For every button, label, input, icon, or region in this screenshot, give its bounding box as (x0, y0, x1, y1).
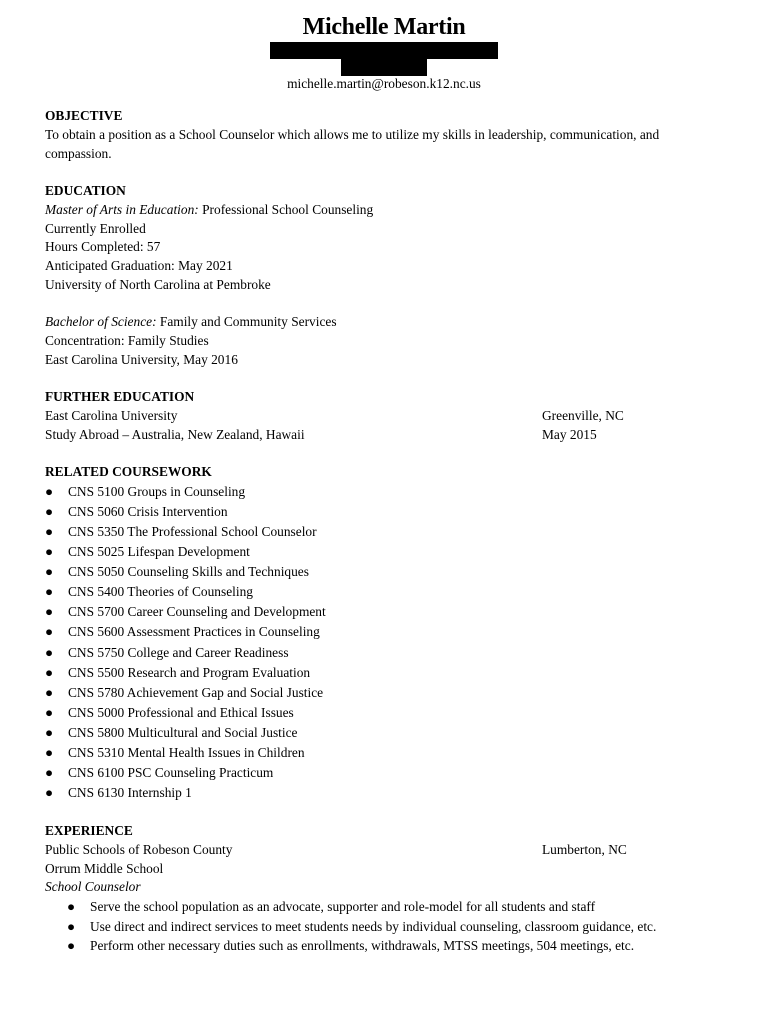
bullet-icon: ● (67, 918, 76, 934)
employer-location: Lumberton, NC (542, 841, 627, 857)
objective-section (45, 107, 725, 163)
date: May 2015 (542, 426, 597, 442)
bullet-icon: ● (45, 745, 54, 761)
bullet-icon: ● (45, 544, 54, 560)
list-item (45, 683, 725, 703)
bullet-icon: ● (67, 899, 76, 915)
list-item-text: CNS 5000 Professional and Ethical Issues (68, 704, 294, 720)
employer-row (45, 841, 725, 860)
experience-section (45, 822, 725, 956)
list-item-text: CNS 5060 Crisis Intervention (68, 503, 228, 519)
list-item (45, 643, 725, 663)
bullet-icon: ● (45, 584, 54, 600)
school-name: Orrum Middle School (45, 860, 164, 876)
coursework-section (45, 463, 725, 803)
bullet-icon: ● (45, 604, 54, 620)
further-education-section (45, 388, 725, 444)
list-item-text: CNS 5500 Research and Program Evaluation (68, 664, 311, 680)
further-education-row (45, 426, 725, 445)
location: Greenville, NC (542, 407, 624, 423)
list-item-text: Serve the school population as an advocate, supporter and role-model for all students and staff (90, 899, 596, 915)
employer: Public Schools of Robeson County (45, 841, 233, 857)
list-item (45, 602, 725, 622)
list-item-text: Perform other necessary duties such as enrollments, withdrawals, MTSS meetings, 504 meetings, etc. (90, 938, 635, 954)
bullet-icon: ● (45, 644, 54, 660)
list-item-text: CNS 6130 Internship 1 (68, 785, 192, 801)
coursework-list (45, 482, 725, 804)
list-item (45, 582, 725, 602)
duties-list (45, 897, 725, 956)
list-item-text: Use direct and indirect services to meet students needs by individual counseling, classroom guidance, etc. (90, 918, 657, 934)
bullet-icon: ● (45, 503, 54, 519)
bullet-icon: ● (45, 564, 54, 580)
list-item (45, 622, 725, 642)
list-item-text: CNS 5780 Achievement Gap and Social Justice (68, 684, 324, 700)
bullet-icon: ● (45, 523, 54, 539)
bullet-icon: ● (45, 785, 54, 801)
bullet-icon: ● (45, 624, 54, 640)
education-section (45, 182, 725, 295)
further-education-row (45, 407, 725, 426)
list-item-text: CNS 5025 Lifespan Development (68, 544, 250, 560)
objective-line: To obtain a position as a School Counselor which allows me to utilize my skills in leadership, communication, and (45, 126, 660, 142)
list-item-text: CNS 5700 Career Counseling and Development (68, 604, 326, 620)
list-item (45, 783, 725, 803)
education-heading: EDUCATION (45, 183, 126, 198)
list-item (45, 723, 725, 743)
education-line: East Carolina University, May 2016 (45, 351, 238, 367)
education-line: Anticipated Graduation: May 2021 (45, 258, 233, 274)
list-item (45, 562, 725, 582)
list-item (45, 763, 725, 783)
education-line: Hours Completed: 57 (45, 239, 161, 255)
education-line: University of North Carolina at Pembroke (45, 276, 271, 292)
bullet-icon: ● (45, 684, 54, 700)
list-item-text: CNS 5400 Theories of Counseling (68, 584, 253, 600)
candidate-name: Michelle Martin (302, 14, 466, 40)
list-item (45, 897, 725, 917)
coursework-heading: RELATED COURSEWORK (45, 464, 212, 479)
further-education-heading: FURTHER EDUCATION (45, 389, 195, 404)
education-line: Concentration: Family Studies (45, 332, 209, 348)
program: Study Abroad – Australia, New Zealand, Hawaii (45, 426, 305, 442)
degree-field: Family and Community Services (156, 314, 337, 329)
experience-heading: EXPERIENCE (45, 823, 133, 838)
email-address: michelle.martin@robeson.k12.nc.us (287, 76, 481, 91)
list-item (45, 703, 725, 723)
list-item (45, 663, 725, 683)
bullet-icon: ● (45, 765, 54, 781)
list-item-text: CNS 5100 Groups in Counseling (68, 483, 246, 499)
list-item (45, 743, 725, 763)
institution: East Carolina University (45, 407, 178, 423)
job-title: School Counselor (45, 879, 141, 895)
bullet-icon: ● (45, 704, 54, 720)
list-item-text: CNS 5800 Multicultural and Social Justice (68, 724, 298, 740)
redaction-bar (270, 42, 498, 59)
list-item (45, 917, 725, 937)
bullet-icon: ● (67, 938, 76, 954)
degree-name: Master of Arts in Education: (45, 201, 199, 217)
list-item-text: CNS 5310 Mental Health Issues in Children (68, 745, 305, 761)
bachelors-block (45, 313, 725, 369)
bullet-icon: ● (45, 724, 54, 740)
bullet-icon: ● (45, 664, 54, 680)
list-item (45, 502, 725, 522)
bachelors-degree (45, 313, 725, 332)
redaction-bar (341, 59, 427, 76)
degree-name: Bachelor of Science: (45, 314, 157, 329)
bullet-icon: ● (45, 483, 54, 499)
education-line: Currently Enrolled (45, 220, 146, 236)
list-item-text: CNS 5750 College and Career Readiness (68, 644, 289, 660)
list-item-text: CNS 5600 Assessment Practices in Counseling (68, 624, 320, 640)
masters-degree (45, 201, 725, 220)
degree-field: Professional School Counseling (198, 201, 374, 217)
list-item-text: CNS 6100 PSC Counseling Practicum (68, 765, 274, 781)
objective-heading: OBJECTIVE (45, 108, 123, 123)
list-item (45, 522, 725, 542)
objective-line: compassion. (45, 145, 112, 161)
list-item-text: CNS 5050 Counseling Skills and Techniques (68, 564, 309, 580)
list-item (45, 542, 725, 562)
list-item (45, 482, 725, 502)
list-item (45, 936, 725, 956)
list-item-text: CNS 5350 The Professional School Counselor (68, 523, 317, 539)
